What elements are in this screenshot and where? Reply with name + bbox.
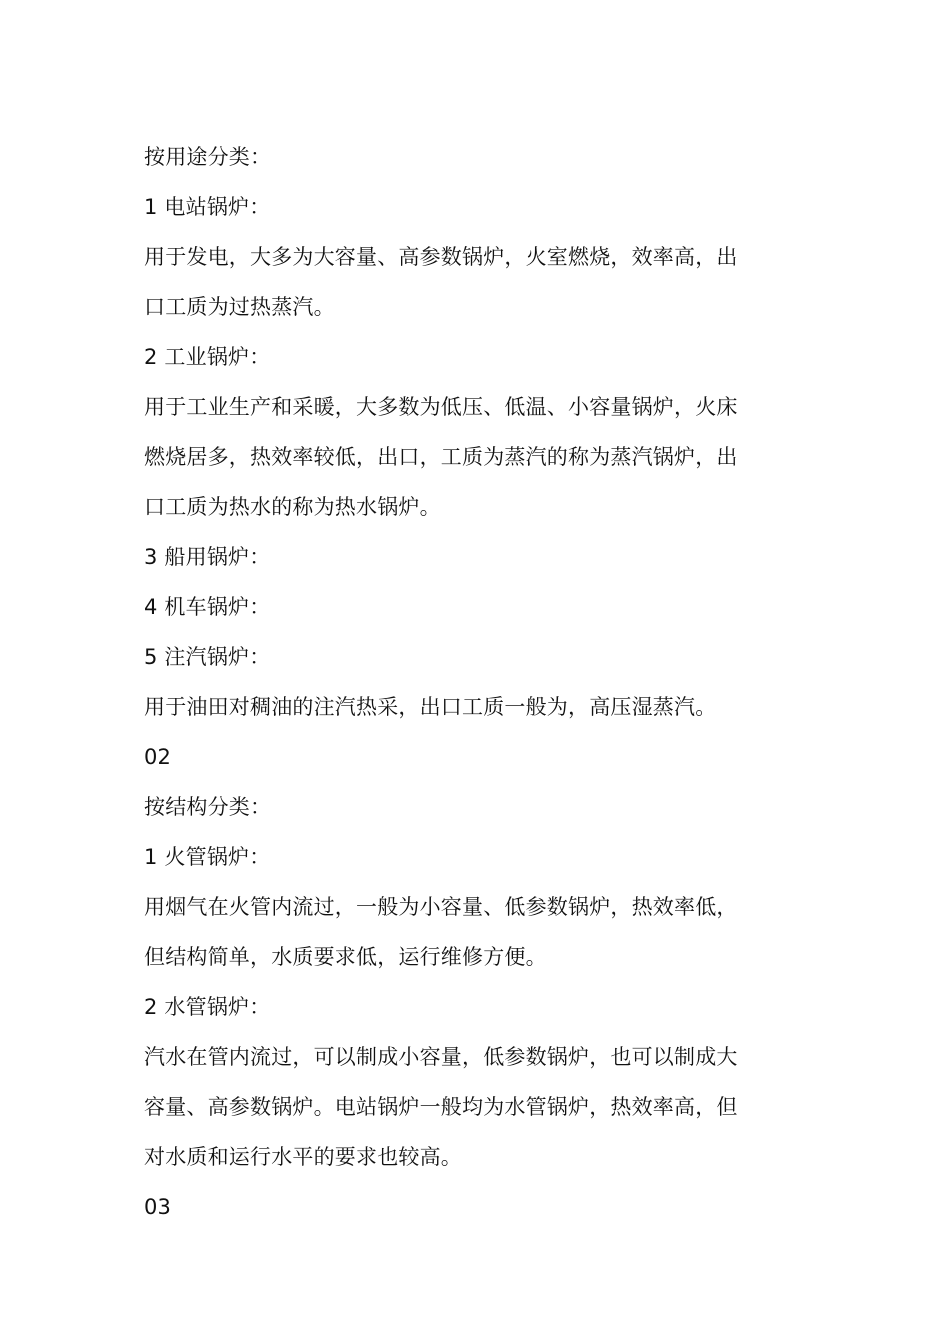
- paragraph-water-tube-boiler: [144, 1032, 810, 1182]
- paragraph-line: 用于发电，大多为大容量、高参数锅炉，火室燃烧，效率高，出: [144, 245, 738, 269]
- item-locomotive-boiler: 4 机车锅炉：: [144, 595, 271, 619]
- item-water-tube-boiler: 2 水管锅炉：: [144, 995, 271, 1019]
- paragraph-industrial-boiler: [144, 382, 810, 532]
- paragraph-line: 对水质和运行水平的要求也较高。: [144, 1145, 462, 1169]
- section-number-02: 02: [144, 745, 172, 769]
- document-body: [144, 132, 810, 1232]
- item-fire-tube-boiler: 1 火管锅炉：: [144, 845, 271, 869]
- section-heading-by-use: 按用途分类：: [144, 145, 272, 169]
- paragraph-line: 容量、高参数锅炉。电站锅炉一般均为水管锅炉，热效率高，但: [144, 1095, 738, 1119]
- section-number-03: 03: [144, 1195, 172, 1219]
- paragraph-power-station-boiler: [144, 232, 810, 332]
- item-power-station-boiler: 1 电站锅炉：: [144, 195, 271, 219]
- paragraph-line: 燃烧居多，热效率较低，出口，工质为蒸汽的称为蒸汽锅炉，出: [144, 445, 738, 469]
- paragraph-fire-tube-boiler: [144, 882, 810, 982]
- paragraph-line: 口工质为过热蒸汽。: [144, 295, 335, 319]
- item-marine-boiler: 3 船用锅炉：: [144, 545, 271, 569]
- paragraph-line: 汽水在管内流过，可以制成小容量，低参数锅炉，也可以制成大: [144, 1045, 738, 1069]
- paragraph-steam-injection-boiler: [144, 682, 810, 732]
- item-steam-injection-boiler: 5 注汽锅炉：: [144, 645, 271, 669]
- section-heading-by-structure: 按结构分类：: [144, 795, 272, 819]
- paragraph-line: 口工质为热水的称为热水锅炉。: [144, 495, 441, 519]
- paragraph-line: 用于工业生产和采暖，大多数为低压、低温、小容量锅炉，火床: [144, 395, 738, 419]
- item-industrial-boiler: 2 工业锅炉：: [144, 345, 271, 369]
- paragraph-line: 用于油田对稠油的注汽热采，出口工质一般为，高压湿蒸汽。: [144, 695, 717, 719]
- paragraph-line: 但结构简单，水质要求低，运行维修方便。: [144, 945, 547, 969]
- paragraph-line: 用烟气在火管内流过，一般为小容量、低参数锅炉，热效率低，: [144, 895, 738, 919]
